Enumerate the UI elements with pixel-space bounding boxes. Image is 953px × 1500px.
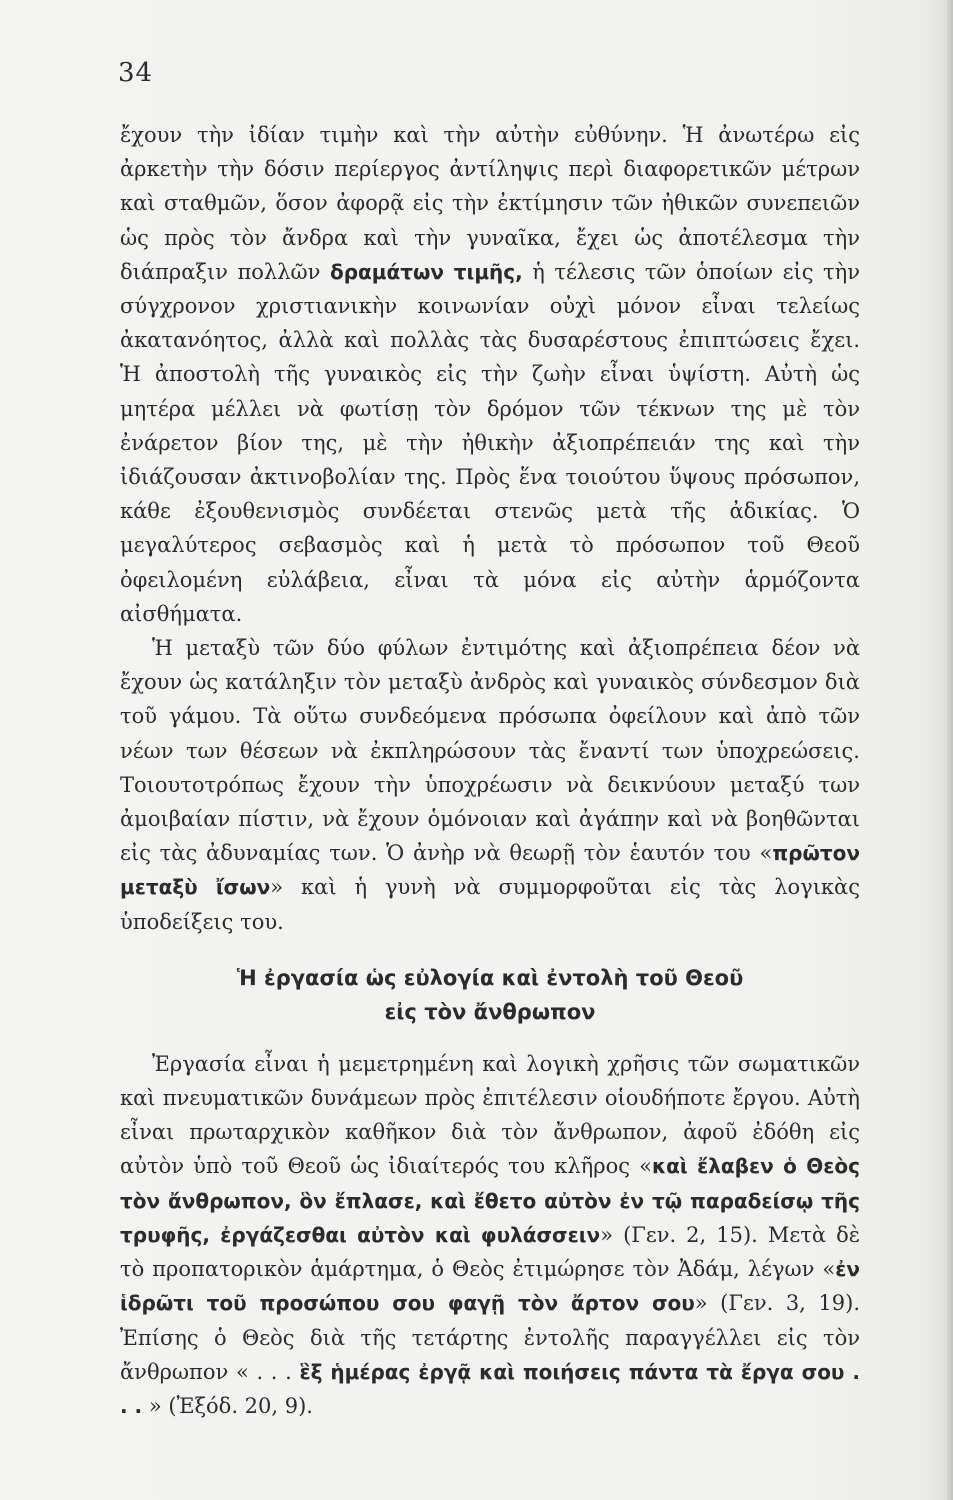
text-run: ἡ τέλεσις τῶν ὁποίων εἰς τὴν σύγχρονον χριστιανικὴν κοινωνίαν οὐχὶ μόνον εἶναι τελείως ἀκατανόητος, ἀλλὰ καὶ πολλὰς τὰς δυσαρέστους ἐπιπτώσεις ἔχει. Ἡ ἀποστολὴ τῆς γυναικὸς εἰς τὴν ζωὴν εἶναι ὑψίστη. Αὐτὴ ὡς μητέρα μέλλει νὰ φωτίσῃ τὸν δρόμον τῶν τέκνων της μὲ τὸν ἐνάρετον βίον της, μὲ τὴν ἠθικὴν ἀξιοπρέπειάν της καὶ τὴν ἰδιάζουσαν ἀκτινοβολίαν της. Πρὸς ἕνα τοιούτου ὕψους πρόσωπον, κάθε ἐξουθενισμὸς συνδέεται στενῶς μετὰ τῆς ἀδικίας. Ὁ μεγαλύτερος σεβασμὸς καὶ ἡ μετὰ τὸ πρόσωπον τοῦ Θεοῦ ὀφειλομένη εὐλάβεια, εἶναι τὰ μόνα εἰς αὐτὴν ἁρμόζοντα αἰσθήματα. <box>120 259 861 626</box>
text-run: Ἡ μεταξὺ τῶν δύο φύλων ἐντιμότης καὶ ἀξιοπρέπεια δέον νὰ ἔχουν ὡς κατάληξιν τὸν μεταξὺ ἀνδρὸς καὶ γυναικὸς σύνδεσμον διὰ τοῦ γάμου. Τὰ οὕτω συνδεόμενα πρόσωπα ὀφείλουν καὶ ἀπὸ τῶν νέων των θέσεων νὰ ἐκπληρώσουν τὰς ἔναντί των ὑποχρεώσεις. Τοιουτοτρόπως ἔχουν τὴν ὑποχρέωσιν νὰ δεικνύουν μεταξύ των ἀμοιβαίαν πίστιν, νὰ ἔχουν ὁμόνοιαν καὶ ἀγάπην καὶ νὰ βοηθῶνται εἰς τὰς ἀδυναμίας των. Ὁ ἀνὴρ νὰ θεωρῇ τὸν ἑαυτόν του « <box>120 636 860 866</box>
bold-quote: ἐν ἱδρῶτι τοῦ προσώπου σου φαγῇ τὸν ἄρτον σου <box>120 1257 860 1316</box>
text-run: » (Γεν. 2, 15). Μετὰ δὲ τὸ προπατορικὸν ἁμάρτημα, ὁ Θεὸς ἐτιμώρησε τὸν Ἀδάμ, λέγων « <box>120 1222 861 1282</box>
paragraph-honor <box>120 118 860 631</box>
bold-quote: καὶ ἔλαβεν ὁ Θεὸς τὸν ἄνθρωπον, ὃν ἔπλασε, καὶ ἔθετο αὐτὸν ἐν τῷ παραδείσῳ τῆς τρυφῆς, ἐργάζεσθαι αὐτὸν καὶ φυλάσσειν <box>120 1154 861 1247</box>
paragraph-marriage <box>120 631 860 939</box>
text-run: » (Γεν. 3, 19). Ἐπίσης ὁ Θεὸς διὰ τῆς τετάρτης ἐντολῆς παραγγέλλει εἰς τὸν ἄνθρωπον « . . . <box>120 1291 860 1384</box>
text-run: » (Ἐξόδ. 20, 9). <box>142 1393 313 1418</box>
page-number: 34 <box>118 58 154 88</box>
section-heading-line-2: εἰς τὸν ἄνθρωπον <box>384 999 596 1024</box>
paragraph-work <box>120 1047 860 1423</box>
text-run: » καὶ ἡ γυνὴ νὰ συμμορφοῦται εἰς τὰς λογικὰς ὑποδείξεις του. <box>120 875 860 934</box>
section-heading <box>120 961 860 1029</box>
page-edge-shadow <box>947 0 953 1500</box>
text-run: Ἐργασία εἶναι ἡ μεμετρημένη καὶ λογικὴ χρῆσις τῶν σωματικῶν καὶ πνευματικῶν δυνάμεων πρὸς ἐπιτέλεσιν οἱουδήποτε ἔργου. Αὐτὴ εἶναι πρωταρχικὸν καθῆκον διὰ τὸν ἄνθρωπον, ἀφοῦ ἐδόθη εἰς αὐτὸν ὑπὸ τοῦ Θεοῦ ὡς ἰδιαίτερός του κλῆρος « <box>120 1051 860 1179</box>
section-heading-line-1: Ἡ ἐργασία ὡς εὐλογία καὶ ἐντολὴ τοῦ Θεοῦ <box>236 965 744 990</box>
body-text <box>120 118 860 1423</box>
bold-quote: ἓξ ἡμέρας ἐργᾷ καὶ ποιήσεις πάντα τὰ ἔργα σου . . . <box>120 1359 860 1418</box>
bold-phrase: δραμάτων τιμῆς, <box>329 259 523 284</box>
text-run: ἔχουν τὴν ἰδίαν τιμὴν καὶ τὴν αὐτὴν εὐθύνην. Ἡ ἀνωτέρω εἰς ἀρκετὴν τὴν δόσιν περίεργος ἀντίληψις περὶ διαφορετικῶν μέτρων καὶ σταθμῶν, ὅσον ἀφορᾷ εἰς τὴν ἐκτίμησιν τῶν ἠθικῶν συνεπειῶν ὡς πρὸς τὸν ἄνδρα καὶ τὴν γυναῖκα, ἔχει ὡς ἀποτέλεσμα τὴν διάπραξιν πολλῶν <box>120 123 860 284</box>
bold-phrase: πρῶτον μεταξὺ ἴσων <box>120 841 860 900</box>
